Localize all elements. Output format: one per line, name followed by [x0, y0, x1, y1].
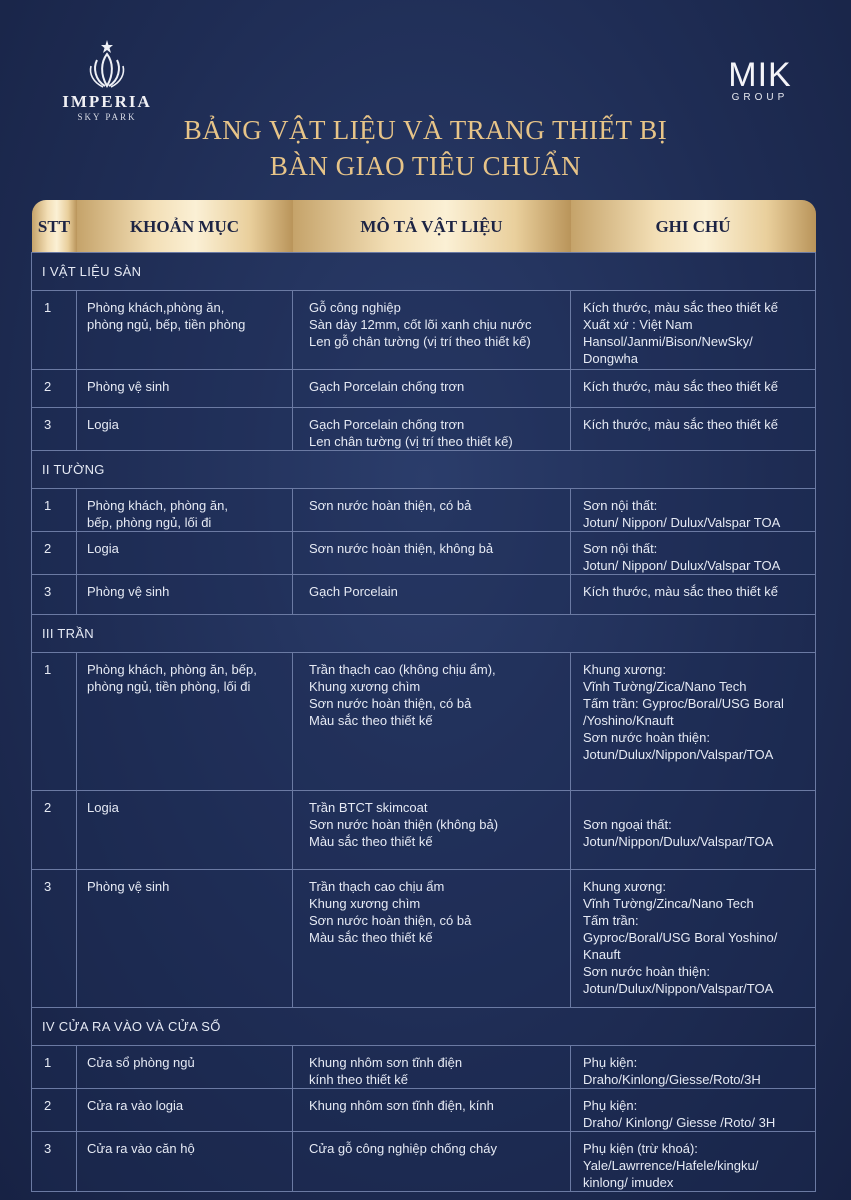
row-note: Sơn ngoại thất: Jotun/Nippon/Dulux/Valspar/TOA	[571, 791, 816, 870]
table-header	[32, 200, 816, 253]
row-stt: 3	[32, 408, 77, 451]
section-row	[32, 253, 816, 291]
header-item: KHOẢN MỤC	[77, 200, 293, 253]
row-material: Khung nhôm sơn tĩnh điện, kính	[293, 1089, 571, 1132]
row-note: Phụ kiện: Draho/ Kinlong/ Giesse /Roto/ 3H	[571, 1089, 816, 1132]
section-row	[32, 1008, 816, 1046]
row-note: Kích thước, màu sắc theo thiết kế Xuất xứ : Việt Nam Hansol/Janmi/Bison/NewSky/ Dongwha	[571, 291, 816, 370]
section-row	[32, 615, 816, 653]
mik-sub: GROUP	[731, 92, 789, 103]
row-note: Sơn nội thất: Jotun/ Nippon/ Dulux/Valspar TOA	[571, 532, 816, 575]
row-item: Phòng vệ sinh	[77, 870, 293, 1008]
row-item: Phòng vệ sinh	[77, 370, 293, 408]
table-row	[32, 1046, 816, 1089]
row-stt: 3	[32, 575, 77, 615]
materials-table	[31, 200, 816, 1192]
row-stt: 2	[32, 1089, 77, 1132]
row-item: Logia	[77, 408, 293, 451]
row-stt: 2	[32, 791, 77, 870]
header-material: MÔ TẢ VẬT LIỆU	[293, 200, 571, 253]
table-row	[32, 408, 816, 451]
row-item: Cửa ra vào logia	[77, 1089, 293, 1132]
row-note: Phụ kiện: Draho/Kinlong/Giesse/Roto/3H	[571, 1046, 816, 1089]
row-item: Phòng khách, phòng ăn, bếp, phòng ngủ, tiền phòng, lối đi	[77, 653, 293, 791]
row-item: Phòng khách,phòng ăn, phòng ngủ, bếp, tiền phòng	[77, 291, 293, 370]
row-note: Sơn nội thất: Jotun/ Nippon/ Dulux/Valspar TOA	[571, 489, 816, 532]
row-material: Sơn nước hoàn thiện, không bả	[293, 532, 571, 575]
row-item: Logia	[77, 532, 293, 575]
row-material: Gạch Porcelain chống trơn Len chân tường (vị trí theo thiết kế)	[293, 408, 571, 451]
row-note: Phụ kiện (trừ khoá): Yale/Lawrrence/Hafele/kingku/ kinlong/ imudex	[571, 1132, 816, 1192]
row-note: Kích thước, màu sắc theo thiết kế	[571, 575, 816, 615]
lotus-crown-icon	[87, 38, 127, 90]
table-row	[32, 791, 816, 870]
row-note: Kích thước, màu sắc theo thiết kế	[571, 408, 816, 451]
row-material: Trần thạch cao (không chịu ẩm), Khung xương chìm Sơn nước hoàn thiện, có bả Màu sắc theo thiết kế	[293, 653, 571, 791]
row-material: Sơn nước hoàn thiện, có bả	[293, 489, 571, 532]
header-stt: STT	[32, 200, 77, 253]
imperia-brand: IMPERIA	[62, 92, 152, 111]
row-item: Logia	[77, 791, 293, 870]
section-title: I VẬT LIỆU SÀN	[32, 253, 816, 291]
title-line-1: BẢNG VẬT LIỆU VÀ TRANG THIẾT BỊ	[183, 115, 668, 145]
table-body	[32, 253, 816, 1192]
row-stt: 3	[32, 1132, 77, 1192]
row-stt: 1	[32, 653, 77, 791]
mik-brand: MIK	[728, 56, 792, 94]
row-stt: 1	[32, 1046, 77, 1089]
row-stt: 1	[32, 489, 77, 532]
table-row	[32, 489, 816, 532]
row-material: Trần BTCT skimcoat Sơn nước hoàn thiện (không bả) Màu sắc theo thiết kế	[293, 791, 571, 870]
row-item: Phòng vệ sinh	[77, 575, 293, 615]
imperia-logo	[52, 38, 162, 122]
row-material: Khung nhôm sơn tĩnh điện kính theo thiết kế	[293, 1046, 571, 1089]
table-row	[32, 575, 816, 615]
page-title	[0, 112, 851, 184]
row-material: Trần thạch cao chịu ẩm Khung xương chìm Sơn nước hoàn thiện, có bả Màu sắc theo thiết kế	[293, 870, 571, 1008]
table-row	[32, 1089, 816, 1132]
row-note: Khung xương: Vĩnh Tường/Zinca/Nano Tech Tấm trần: Gyproc/Boral/USG Boral Yoshino/ Knauft Sơn nước hoàn thiện: Jotun/Dulux/Nippon/Valspar/TOA	[571, 870, 816, 1008]
section-title: IV CỬA RA VÀO VÀ CỬA SỔ	[32, 1008, 816, 1046]
table-row	[32, 1132, 816, 1192]
row-stt: 1	[32, 291, 77, 370]
row-material: Gạch Porcelain	[293, 575, 571, 615]
row-stt: 3	[32, 870, 77, 1008]
title-line-2: BÀN GIAO TIÊU CHUẨN	[269, 151, 582, 181]
row-note: Kích thước, màu sắc theo thiết kế	[571, 370, 816, 408]
row-material: Gỗ công nghiệp Sàn dày 12mm, cốt lõi xanh chịu nước Len gỗ chân tường (vị trí theo thiết kế)	[293, 291, 571, 370]
row-item: Cửa sổ phòng ngủ	[77, 1046, 293, 1089]
imperia-sub: SKY PARK	[77, 112, 137, 122]
row-note: Khung xương: Vĩnh Tường/Zica/Nano Tech Tấm trần: Gyproc/Boral/USG Boral /Yoshino/Knauft Sơn nước hoàn thiện: Jotun/Dulux/Nippon/Valspar/TOA	[571, 653, 816, 791]
row-item: Cửa ra vào căn hộ	[77, 1132, 293, 1192]
table-row	[32, 370, 816, 408]
section-row	[32, 451, 816, 489]
row-material: Cửa gỗ công nghiệp chống cháy	[293, 1132, 571, 1192]
header-note: GHI CHÚ	[571, 200, 816, 253]
row-item: Phòng khách, phòng ăn, bếp, phòng ngủ, lối đi	[77, 489, 293, 532]
table-row	[32, 870, 816, 1008]
table-row	[32, 532, 816, 575]
row-stt: 2	[32, 532, 77, 575]
section-title: III TRẦN	[32, 615, 816, 653]
table-row	[32, 653, 816, 791]
row-stt: 2	[32, 370, 77, 408]
section-title: II TƯỜNG	[32, 451, 816, 489]
mik-logo	[715, 58, 805, 103]
row-material: Gạch Porcelain chống trơn	[293, 370, 571, 408]
table-row	[32, 291, 816, 370]
